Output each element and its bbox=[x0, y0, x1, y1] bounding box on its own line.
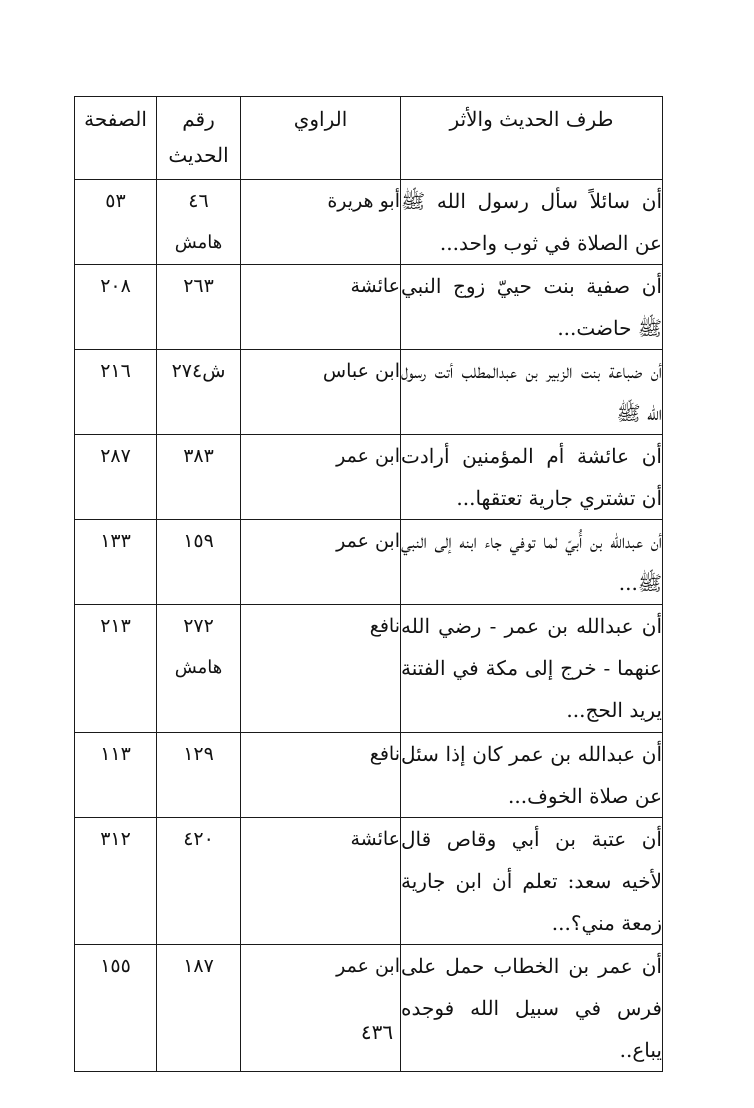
table-row bbox=[75, 520, 663, 605]
header-number-line1: رقم bbox=[182, 107, 215, 131]
table-row bbox=[75, 945, 663, 1072]
table-row bbox=[75, 350, 663, 435]
header-number bbox=[157, 97, 241, 180]
header-row bbox=[75, 97, 663, 180]
narrator: نافع bbox=[241, 733, 401, 818]
narrator: عائشة bbox=[241, 818, 401, 945]
table-row bbox=[75, 265, 663, 350]
narrator: ابن عمر bbox=[241, 520, 401, 605]
hadith-number: ٤٢٠ bbox=[183, 828, 214, 850]
hadith-text: أن عتبة بن أبي وقاص قال لأخيه سعد: تعلم أن ابن جارية زمعة مني؟... bbox=[401, 818, 663, 945]
hadith-text: أن صفية بنت حييّ زوج النبي ﷺ حاضت... bbox=[401, 265, 663, 350]
hadith-number-cell bbox=[157, 350, 241, 435]
table-row bbox=[75, 605, 663, 733]
hadith-text: أن عمر بن الخطاب حمل على فرس في سبيل الله فوجده يباع.. bbox=[401, 945, 663, 1072]
page-ref: ١٣٣ bbox=[75, 520, 157, 605]
page-ref: ٢٠٨ bbox=[75, 265, 157, 350]
narrator: ابن عباس bbox=[241, 350, 401, 435]
hadith-number-cell bbox=[157, 818, 241, 945]
narrator: نافع bbox=[241, 605, 401, 733]
hadith-number-cell bbox=[157, 180, 241, 265]
hadith-number: ١٥٩ bbox=[183, 530, 214, 552]
page-number: ٤٣٦ bbox=[360, 1020, 394, 1044]
hadith-number-cell bbox=[157, 435, 241, 520]
table-row bbox=[75, 435, 663, 520]
hadith-number-cell bbox=[157, 520, 241, 605]
page-ref: ٥٣ bbox=[75, 180, 157, 265]
hadith-number: ٢٦٣ bbox=[183, 275, 214, 297]
hadith-number: ش٢٧٤ bbox=[171, 360, 226, 382]
page-ref: ١٥٥ bbox=[75, 945, 157, 1072]
hadith-text: أن سائلاً سأل رسول الله ﷺ عن الصلاة في ثوب واحد... bbox=[401, 180, 663, 265]
page-ref: ٢١٦ bbox=[75, 350, 157, 435]
hadith-number: ٢٧٢ bbox=[183, 615, 214, 637]
hadith-number-cell bbox=[157, 733, 241, 818]
hadith-text: أن عبدالله بن عمر كان إذا سئل عن صلاة الخوف... bbox=[401, 733, 663, 818]
hadith-text: أن عبدالله بن أُبيّ لما توفي جاء ابنه إلى النبي ﷺ... bbox=[401, 520, 663, 605]
hadith-number: ٤٦ bbox=[188, 190, 209, 212]
index-table bbox=[74, 96, 663, 1072]
header-narrator: الراوي bbox=[241, 97, 401, 180]
hadith-number-cell bbox=[157, 605, 241, 733]
page-ref: ٢٨٧ bbox=[75, 435, 157, 520]
hadith-note: هامش bbox=[174, 232, 223, 253]
header-number-line2: الحديث bbox=[168, 143, 229, 167]
table-row bbox=[75, 733, 663, 818]
hadith-note: هامش bbox=[174, 657, 223, 678]
hadith-number-cell bbox=[157, 945, 241, 1072]
page-ref: ٢١٣ bbox=[75, 605, 157, 733]
narrator: عائشة bbox=[241, 265, 401, 350]
header-page: الصفحة bbox=[75, 97, 157, 180]
header-text: طرف الحديث والأثر bbox=[401, 97, 663, 180]
hadith-number-cell bbox=[157, 265, 241, 350]
table-row bbox=[75, 180, 663, 265]
hadith-text: أن ضباعة بنت الزبير بن عبدالمطلب أتت رسول الله ﷺ bbox=[401, 350, 663, 435]
hadith-text: أن عبدالله بن عمر - رضي الله عنهما - خرج إلى مكة في الفتنة يريد الحج... bbox=[401, 605, 663, 733]
narrator: أبو هريرة bbox=[241, 180, 401, 265]
hadith-number: ١٢٩ bbox=[183, 743, 214, 765]
hadith-text: أن عائشة أم المؤمنين أرادت أن تشتري جارية تعتقها... bbox=[401, 435, 663, 520]
page-ref: ١١٣ bbox=[75, 733, 157, 818]
narrator: ابن عمر bbox=[241, 945, 401, 1072]
page-ref: ٣١٢ bbox=[75, 818, 157, 945]
narrator: ابن عمر bbox=[241, 435, 401, 520]
hadith-number: ١٨٧ bbox=[183, 955, 214, 977]
table-row bbox=[75, 818, 663, 945]
hadith-number: ٣٨٣ bbox=[183, 445, 214, 467]
